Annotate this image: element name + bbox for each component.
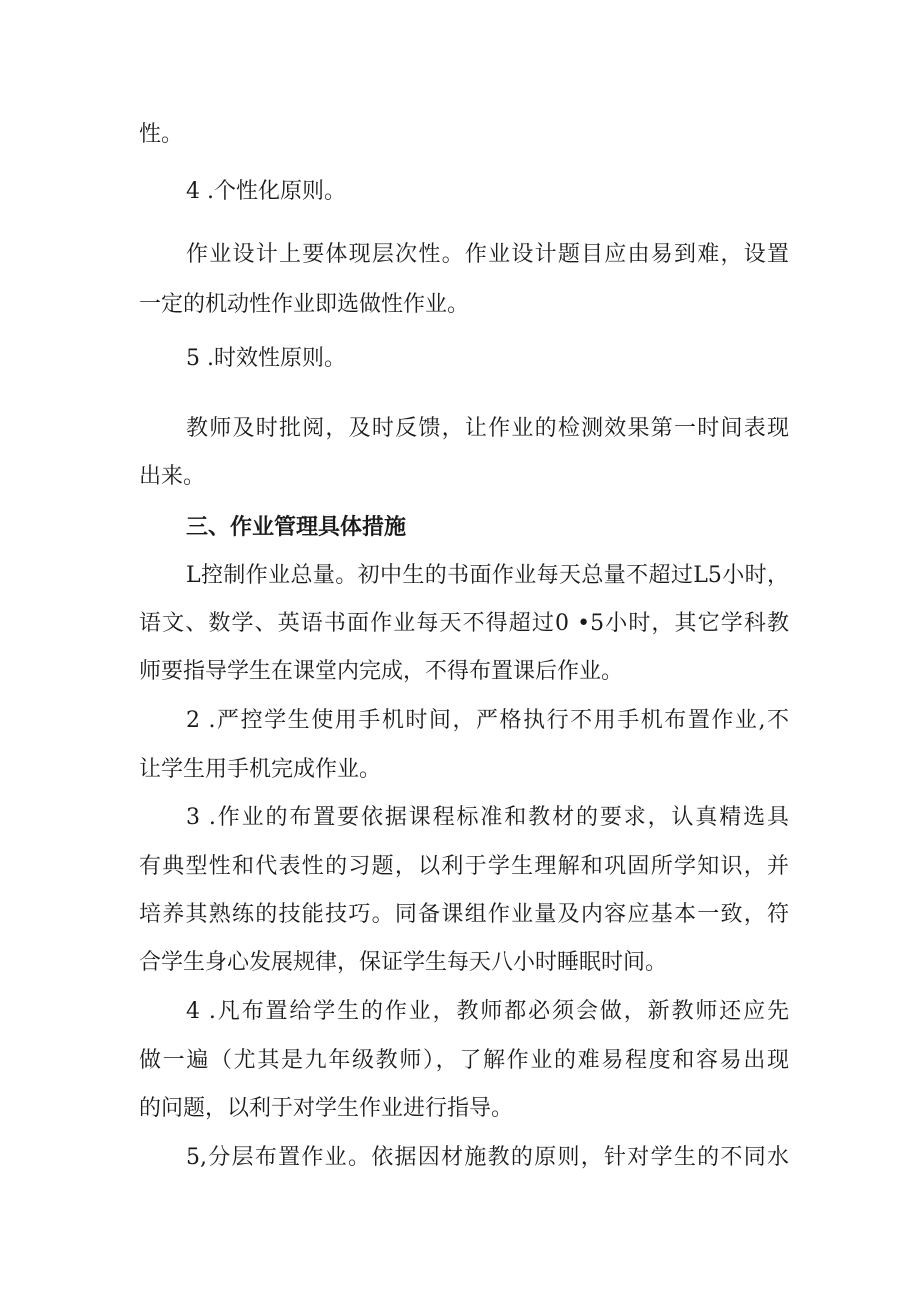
text-line: 2 .严控学生使用手机时间，严格执行不用手机布置作业,不 — [186, 708, 789, 733]
text-line: L控制作业总量。初中生的书面作业每天总量不超过L5小时， — [186, 563, 789, 588]
text-line: 5,分层布置作业。依据因材施教的原则，针对学生的不同水 — [186, 1145, 789, 1170]
text-line: 有典型性和代表性的习题，以利于学生理解和巩固所学知识，并 — [139, 854, 789, 879]
text-line: 4 .凡布置给学生的作业，教师都必须会做，新教师还应先 — [186, 999, 789, 1024]
text-line: 性。 — [139, 122, 184, 147]
text-line: 语文、数学、英语书面作业每天不得超过0 •5小时，其它学科教 — [139, 611, 789, 636]
text-line: 作业设计上要体现层次性。作业设计题目应由易到难，设置 — [186, 242, 789, 267]
text-line: 5 .时效性原则。 — [186, 346, 346, 371]
text-line: 4 .个性化原则。 — [186, 179, 346, 204]
text-line: 师要指导学生在课堂内完成，不得布置课后作业。 — [139, 659, 624, 684]
text-line: 教师及时批阅，及时反馈，让作业的检测效果第一时间表现 — [186, 416, 789, 441]
text-line: 培养其熟练的技能技巧。同备课组作业量及内容应基本一致，符 — [139, 902, 789, 927]
text-line: 3 .作业的布置要依据课程标准和教材的要求，认真精选具 — [186, 805, 789, 830]
text-line: 出来。 — [139, 464, 206, 489]
text-line: 一定的机动性作业即选做性作业。 — [139, 292, 470, 317]
text-line: 合学生身心发展规律，保证学生每天八小时睡眠时间。 — [139, 950, 668, 975]
text-line: 做一遍（尤其是九年级教师），了解作业的难易程度和容易出现 — [139, 1048, 789, 1073]
text-line: 让学生用手机完成作业。 — [139, 757, 382, 782]
section-heading: 三、作业管理具体措施 — [186, 515, 407, 540]
text-line: 的问题，以利于对学生作业进行指导。 — [139, 1096, 514, 1121]
